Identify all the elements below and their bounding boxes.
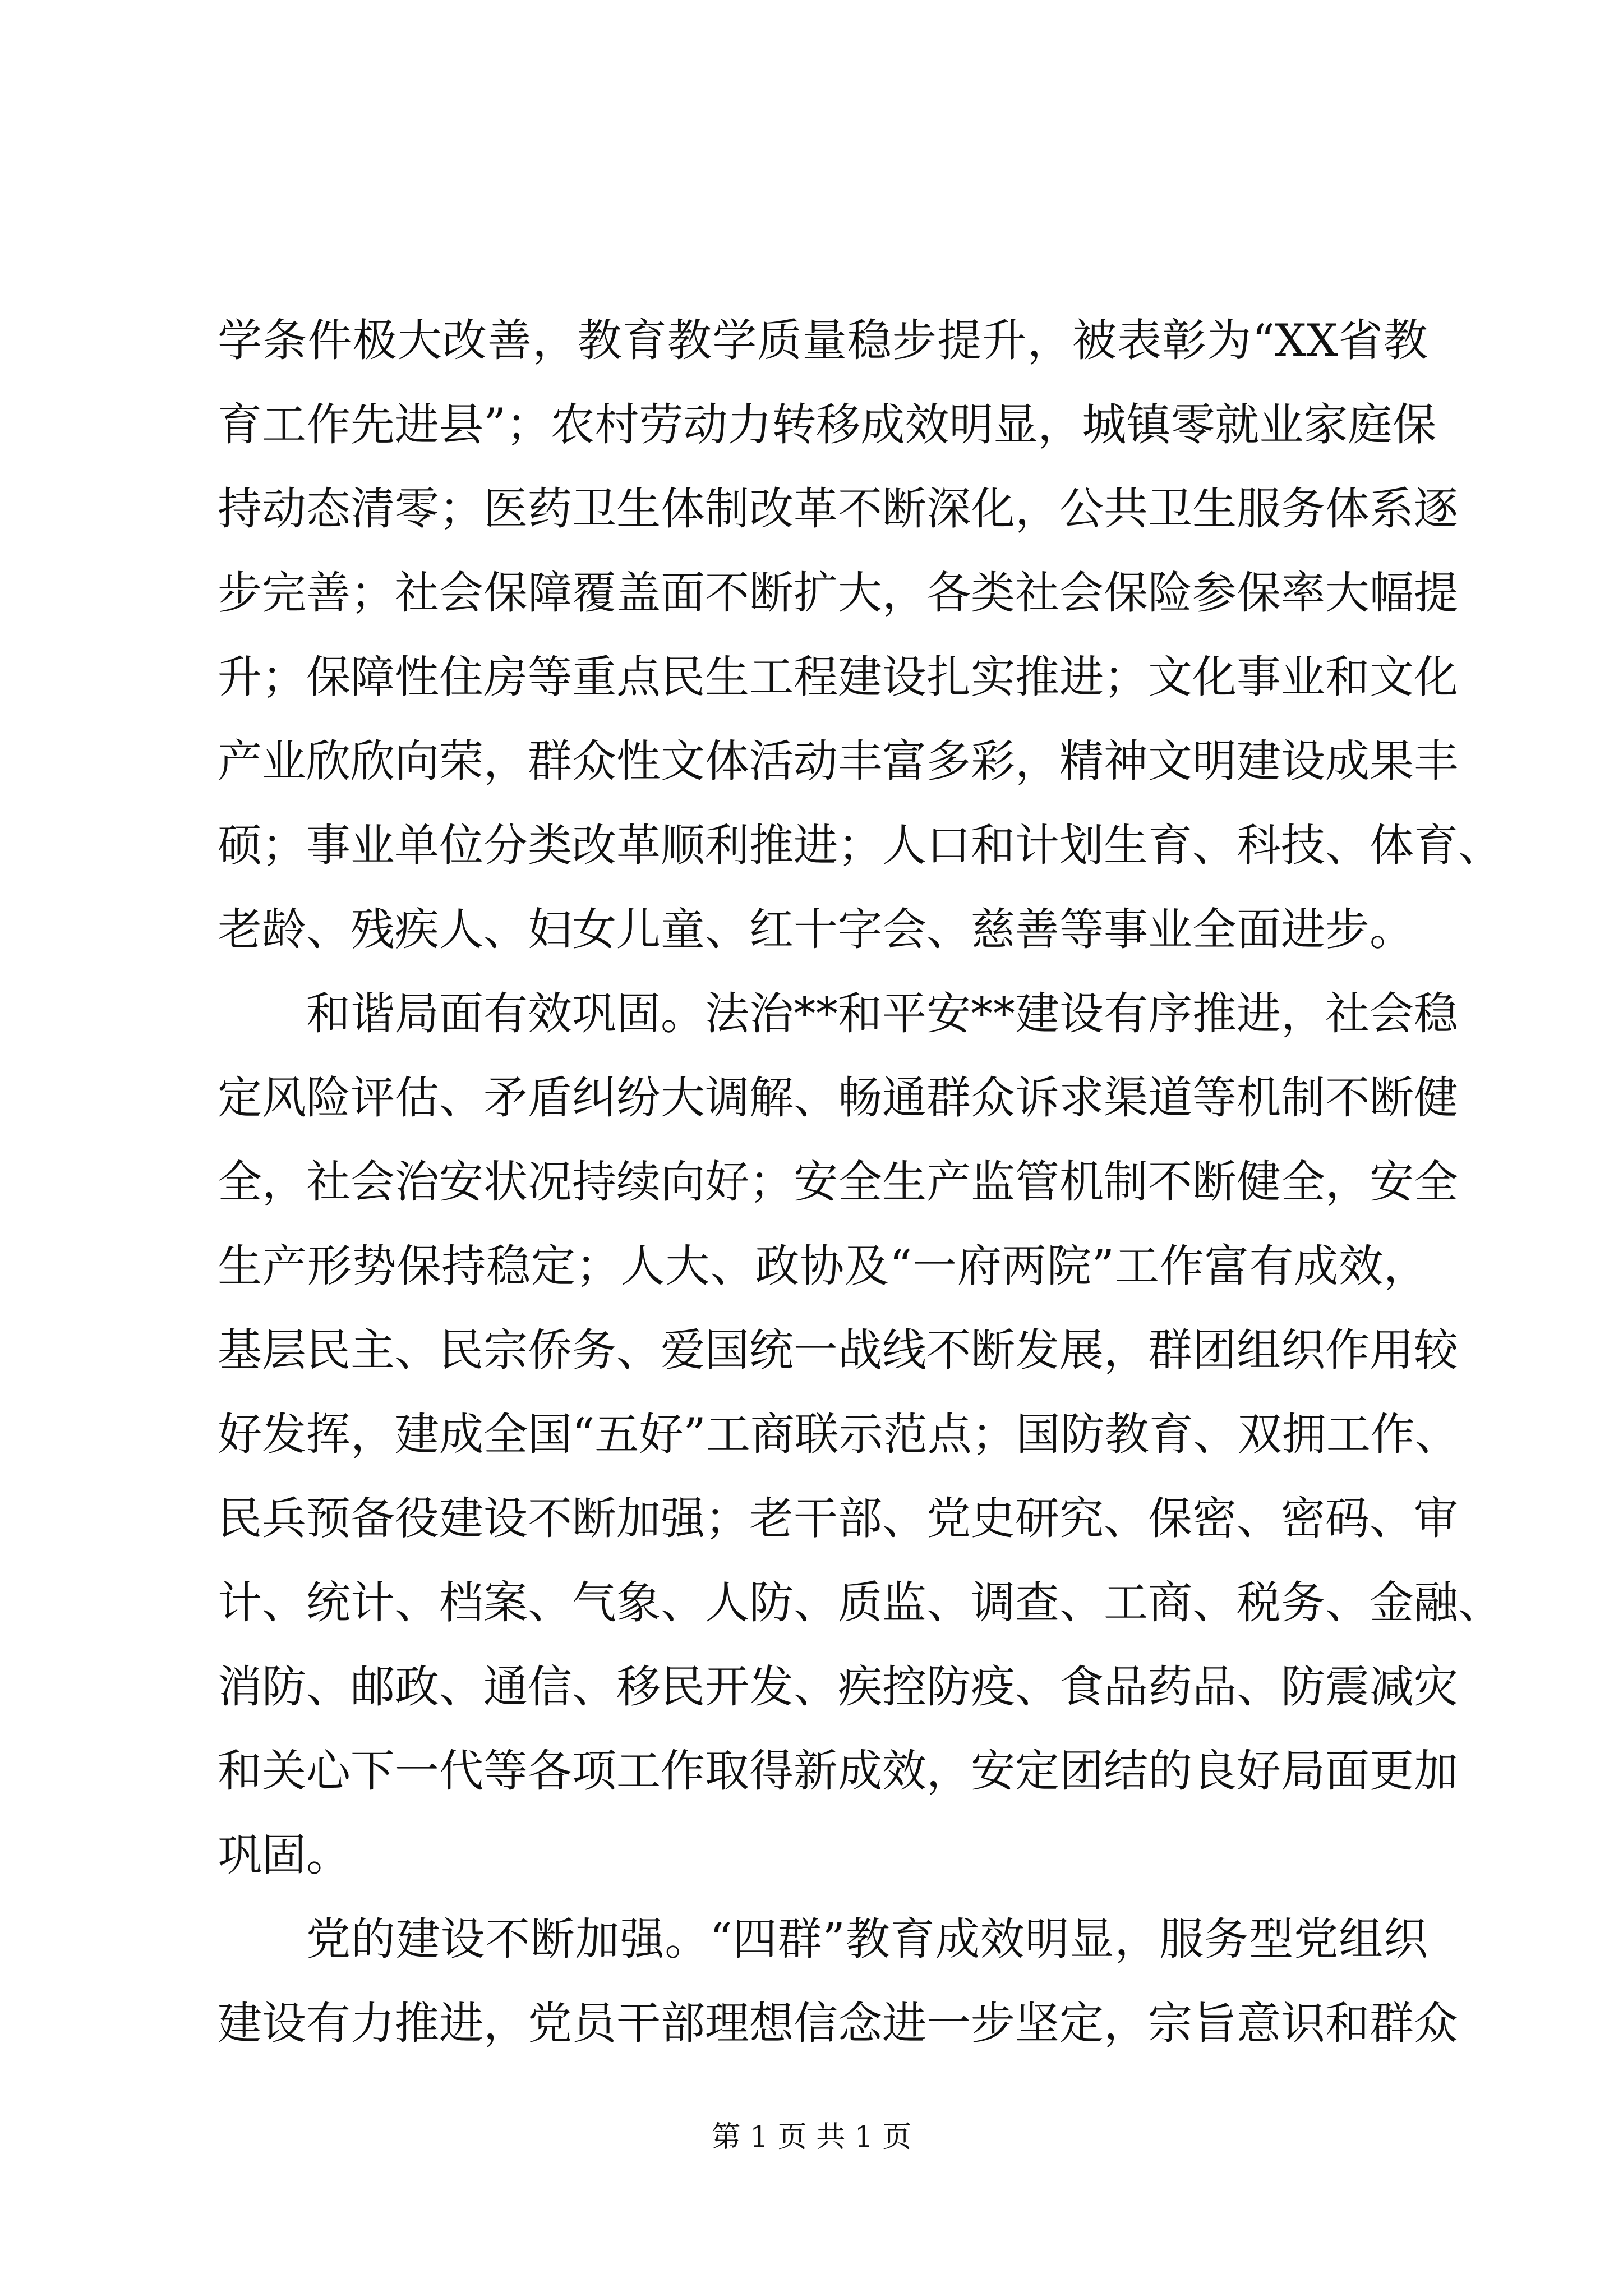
text-line: 民兵预备役建设不断加强；老干部、党史研究、保密、密码、审 (218, 1493, 1458, 1544)
text-line: 计、统计、档案、气象、人防、质监、调查、工商、税务、金融、 (218, 1577, 1502, 1628)
text-line: 巩固。 (218, 1829, 351, 1881)
paragraph-first-line: 和谐局面有效巩固。法治**和平安**建设有序推进，社会稳 (306, 988, 1458, 1039)
text-line: 硕；事业单位分类改革顺利推进；人口和计划生育、科技、体育、 (218, 820, 1502, 871)
text-line: 步完善；社会保障覆盖面不断扩大，各类社会保险参保率大幅提 (218, 567, 1458, 619)
page-number-footer: 第 1 页 共 1 页 (711, 2120, 912, 2154)
text-line: 生产形势保持稳定；人大、政协及“一府两院”工作富有成效， (218, 1240, 1428, 1292)
text-line: 全，社会治安状况持续向好；安全生产监管机制不断健全，安全 (218, 1156, 1458, 1208)
text-line: 好发挥，建成全国“五好”工商联示范点；国防教育、双拥工作、 (218, 1409, 1459, 1460)
text-line: 产业欣欣向荣，群众性文体活动丰富多彩，精神文明建设成果丰 (218, 735, 1458, 787)
text-line: 学条件极大改善，教育教学质量稳步提升，被表彰为“XX省教 (218, 315, 1428, 366)
text-line: 育工作先进县”；农村劳动力转移成效明显，城镇零就业家庭保 (218, 399, 1437, 450)
text-line: 消防、邮政、通信、移民开发、疾控防疫、食品药品、防震减灾 (218, 1661, 1458, 1713)
text-line: 和关心下一代等各项工作取得新成效，安定团结的良好局面更加 (218, 1745, 1458, 1797)
text-line: 建设有力推进，党员干部理想信念进一步坚定，宗旨意识和群众 (218, 1998, 1458, 2049)
text-line: 基层民主、民宗侨务、爱国统一战线不断发展，群团组织作用较 (218, 1324, 1458, 1376)
text-line: 定风险评估、矛盾纠纷大调解、畅通群众诉求渠道等机制不断健 (218, 1072, 1458, 1124)
text-line: 老龄、残疾人、妇女儿童、红十字会、慈善等事业全面进步。 (218, 904, 1414, 955)
text-line: 升；保障性住房等重点民生工程建设扎实推进；文化事业和文化 (218, 651, 1458, 703)
body-text (218, 298, 1502, 2065)
paragraph-first-line: 党的建设不断加强。“四群”教育成效明显，服务型党组织 (306, 1913, 1428, 1965)
text-line: 持动态清零；医药卫生体制改革不断深化，公共卫生服务体系逐 (218, 483, 1458, 535)
